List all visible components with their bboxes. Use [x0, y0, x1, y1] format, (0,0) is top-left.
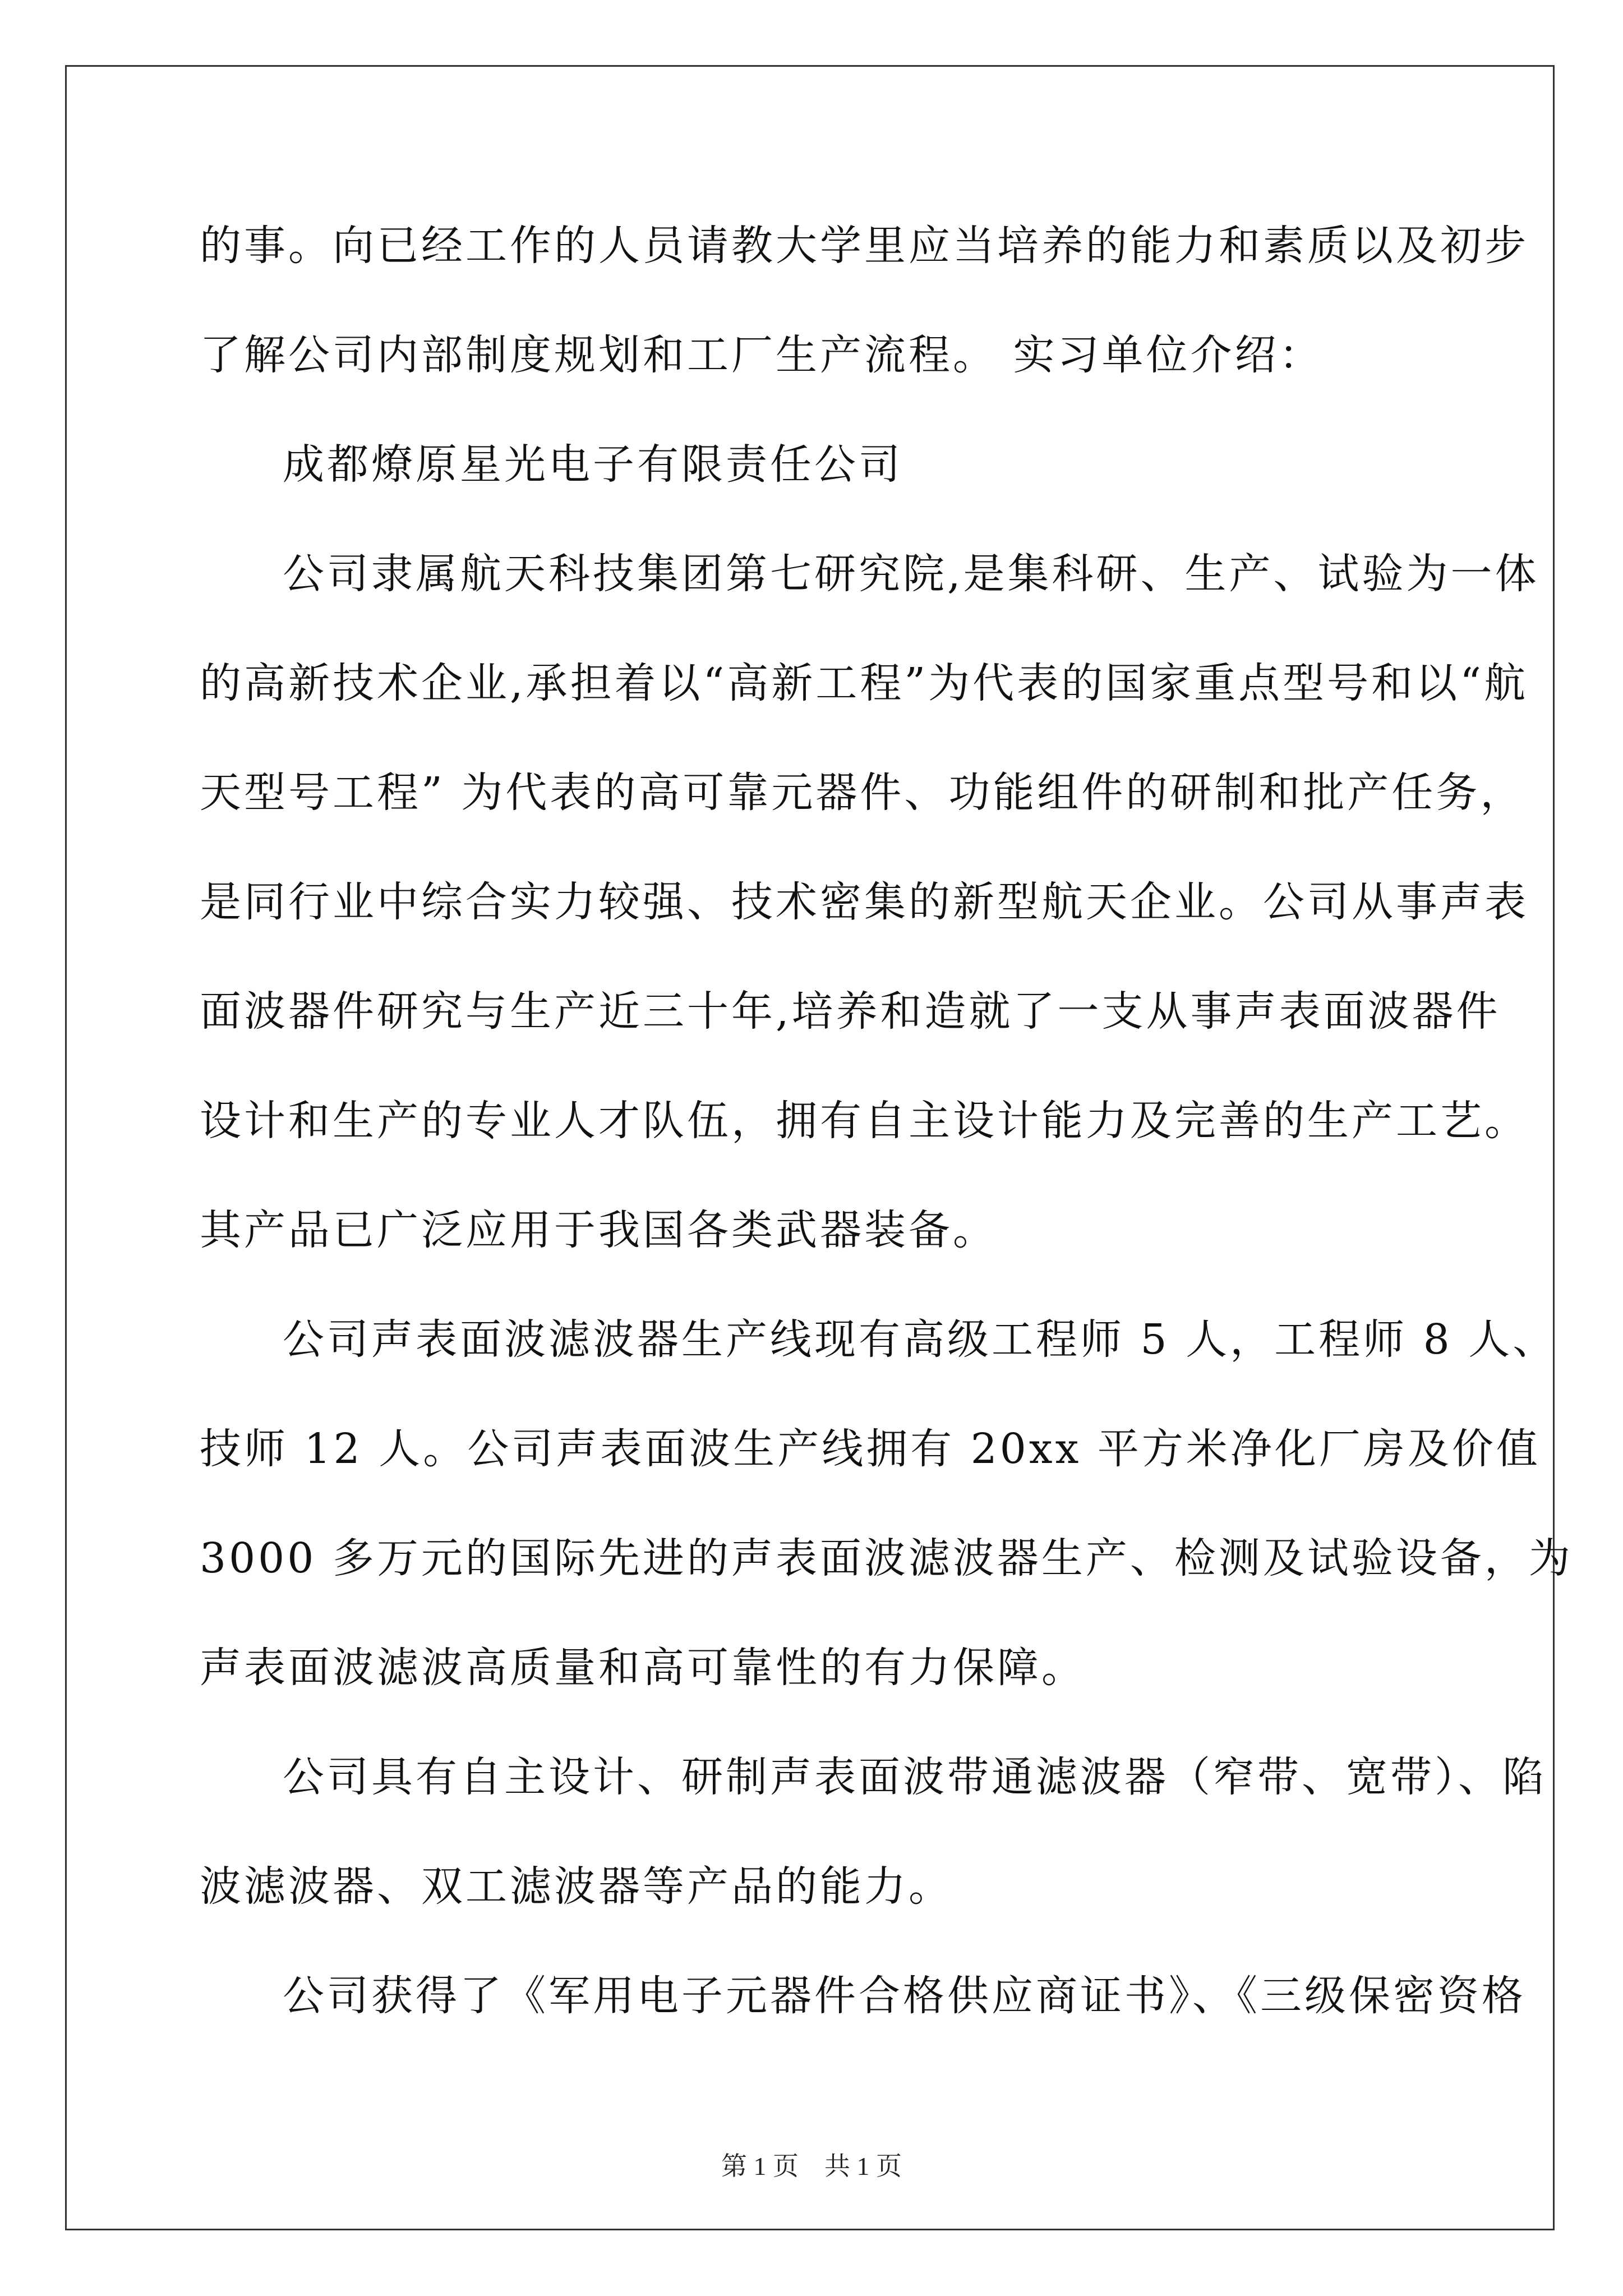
- text-line: 公司获得了《军用电子元器件合格供应商证书》、《三级保密资格: [283, 1972, 1526, 2020]
- text-line: 面波器件研究与生产近三十年,培养和造就了一支从事声表面波器件: [200, 987, 1501, 1036]
- text-line: 是同行业中综合实力较强、技术密集的新型航天企业。公司从事声表: [200, 878, 1529, 926]
- text-line: 技师 12 人。公司声表面波生产线拥有 20xx 平方米净化厂房及价值: [200, 1425, 1541, 1473]
- text-line: 3000 多万元的国际先进的声表面波滤波器生产、检测及试验设备，为: [200, 1534, 1573, 1582]
- text-line: 波滤波器、双工滤波器等产品的能力。: [200, 1862, 953, 1911]
- text-line: 了解公司内部制度规划和工厂生产流程。 实习单位介绍：: [200, 331, 1324, 379]
- text-line: 的高新技术企业,承担着以“高新工程”为代表的国家重点型号和以“航: [200, 659, 1529, 707]
- text-line: 公司隶属航天科技集团第七研究院,是集科研、生产、试验为一体: [283, 550, 1539, 598]
- text-line: 声表面波滤波高质量和高可靠性的有力保障。: [200, 1644, 1086, 1692]
- text-line: 的事。向已经工作的人员请教大学里应当培养的能力和素质以及初步: [200, 222, 1529, 270]
- text-line: 公司声表面波滤波器生产线现有高级工程师 5 人，工程师 8 人、: [283, 1315, 1557, 1364]
- text-line: 设计和生产的专业人才队伍，拥有自主设计能力及完善的生产工艺。: [200, 1097, 1529, 1145]
- text-line: 其产品已广泛应用于我国各类武器装备。: [200, 1206, 997, 1254]
- paragraph-company-name: 成都燎原星光电子有限责任公司: [283, 440, 903, 489]
- text-line: 天型号工程” 为代表的高可靠元器件、功能组件的研制和批产任务，: [200, 769, 1525, 817]
- page-number-footer: 第 1 页 共 1 页: [721, 2152, 902, 2180]
- text-line: 公司具有自主设计、研制声表面波带通滤波器（窄带、宽带）、陷: [283, 1753, 1547, 1801]
